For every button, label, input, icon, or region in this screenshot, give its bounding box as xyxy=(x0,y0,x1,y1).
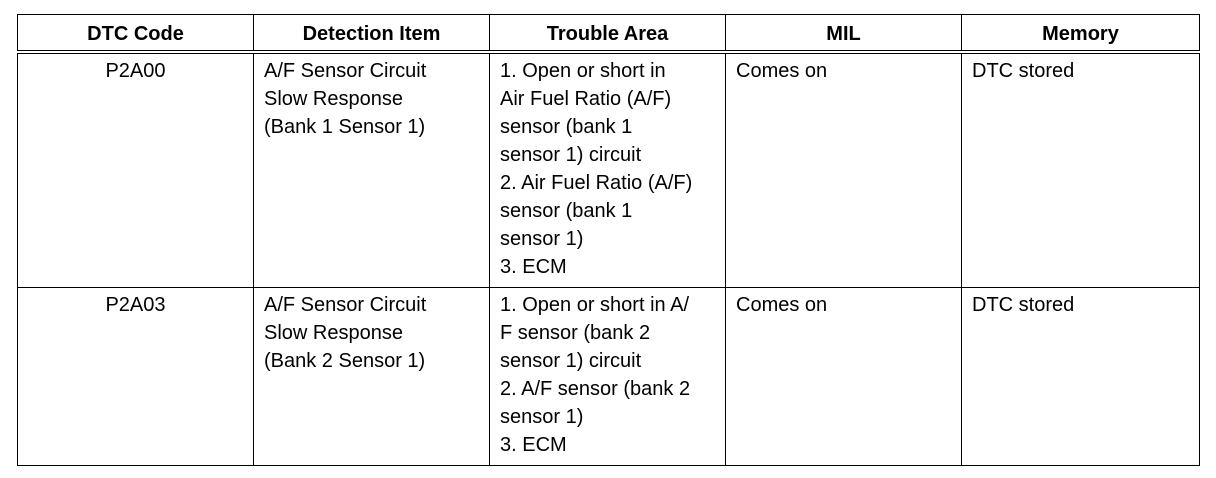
memory-cell: DTC stored xyxy=(962,52,1200,288)
trouble-area-line: sensor 1) xyxy=(500,228,584,250)
detection-item-line: Slow Response xyxy=(264,88,403,110)
detection-item-cell xyxy=(254,288,490,466)
header-mil: MIL xyxy=(726,15,962,53)
trouble-area-line: 1. Open or short in A/ xyxy=(500,294,689,316)
trouble-area-line: sensor 1) circuit xyxy=(500,144,642,166)
table-header xyxy=(18,15,1200,53)
mil-cell: Comes on xyxy=(726,52,962,288)
trouble-area-cell xyxy=(490,288,726,466)
table-body xyxy=(18,52,1200,466)
detection-item-line: A/F Sensor Circuit xyxy=(264,294,427,316)
trouble-area-line: 2. Air Fuel Ratio (A/F) xyxy=(500,172,693,194)
dtc-code-cell: P2A03 xyxy=(18,288,254,466)
header-row xyxy=(18,15,1200,53)
header-detection-item: Detection Item xyxy=(254,15,490,53)
detection-item-line: (Bank 1 Sensor 1) xyxy=(264,116,426,138)
header-dtc-code: DTC Code xyxy=(18,15,254,53)
trouble-area-line: Air Fuel Ratio (A/F) xyxy=(500,88,672,110)
header-memory: Memory xyxy=(962,15,1200,53)
detection-item-line: A/F Sensor Circuit xyxy=(264,60,427,82)
table-row xyxy=(18,52,1200,288)
detection-item-line: Slow Response xyxy=(264,322,403,344)
detection-item-line: (Bank 2 Sensor 1) xyxy=(264,350,426,372)
dtc-table xyxy=(17,14,1200,466)
detection-item-cell xyxy=(254,52,490,288)
trouble-area-line: 2. A/F sensor (bank 2 xyxy=(500,378,691,400)
dtc-code-cell: P2A00 xyxy=(18,52,254,288)
trouble-area-line: 1. Open or short in xyxy=(500,60,666,82)
table-row xyxy=(18,288,1200,466)
header-trouble-area: Trouble Area xyxy=(490,15,726,53)
trouble-area-line: sensor 1) circuit xyxy=(500,350,642,372)
trouble-area-line: sensor (bank 1 xyxy=(500,200,633,222)
trouble-area-line: sensor (bank 1 xyxy=(500,116,633,138)
trouble-area-line: sensor 1) xyxy=(500,406,584,428)
trouble-area-line: 3. ECM xyxy=(500,434,567,456)
trouble-area-line: 3. ECM xyxy=(500,256,567,278)
trouble-area-cell xyxy=(490,52,726,288)
mil-cell: Comes on xyxy=(726,288,962,466)
memory-cell: DTC stored xyxy=(962,288,1200,466)
trouble-area-line: F sensor (bank 2 xyxy=(500,322,651,344)
